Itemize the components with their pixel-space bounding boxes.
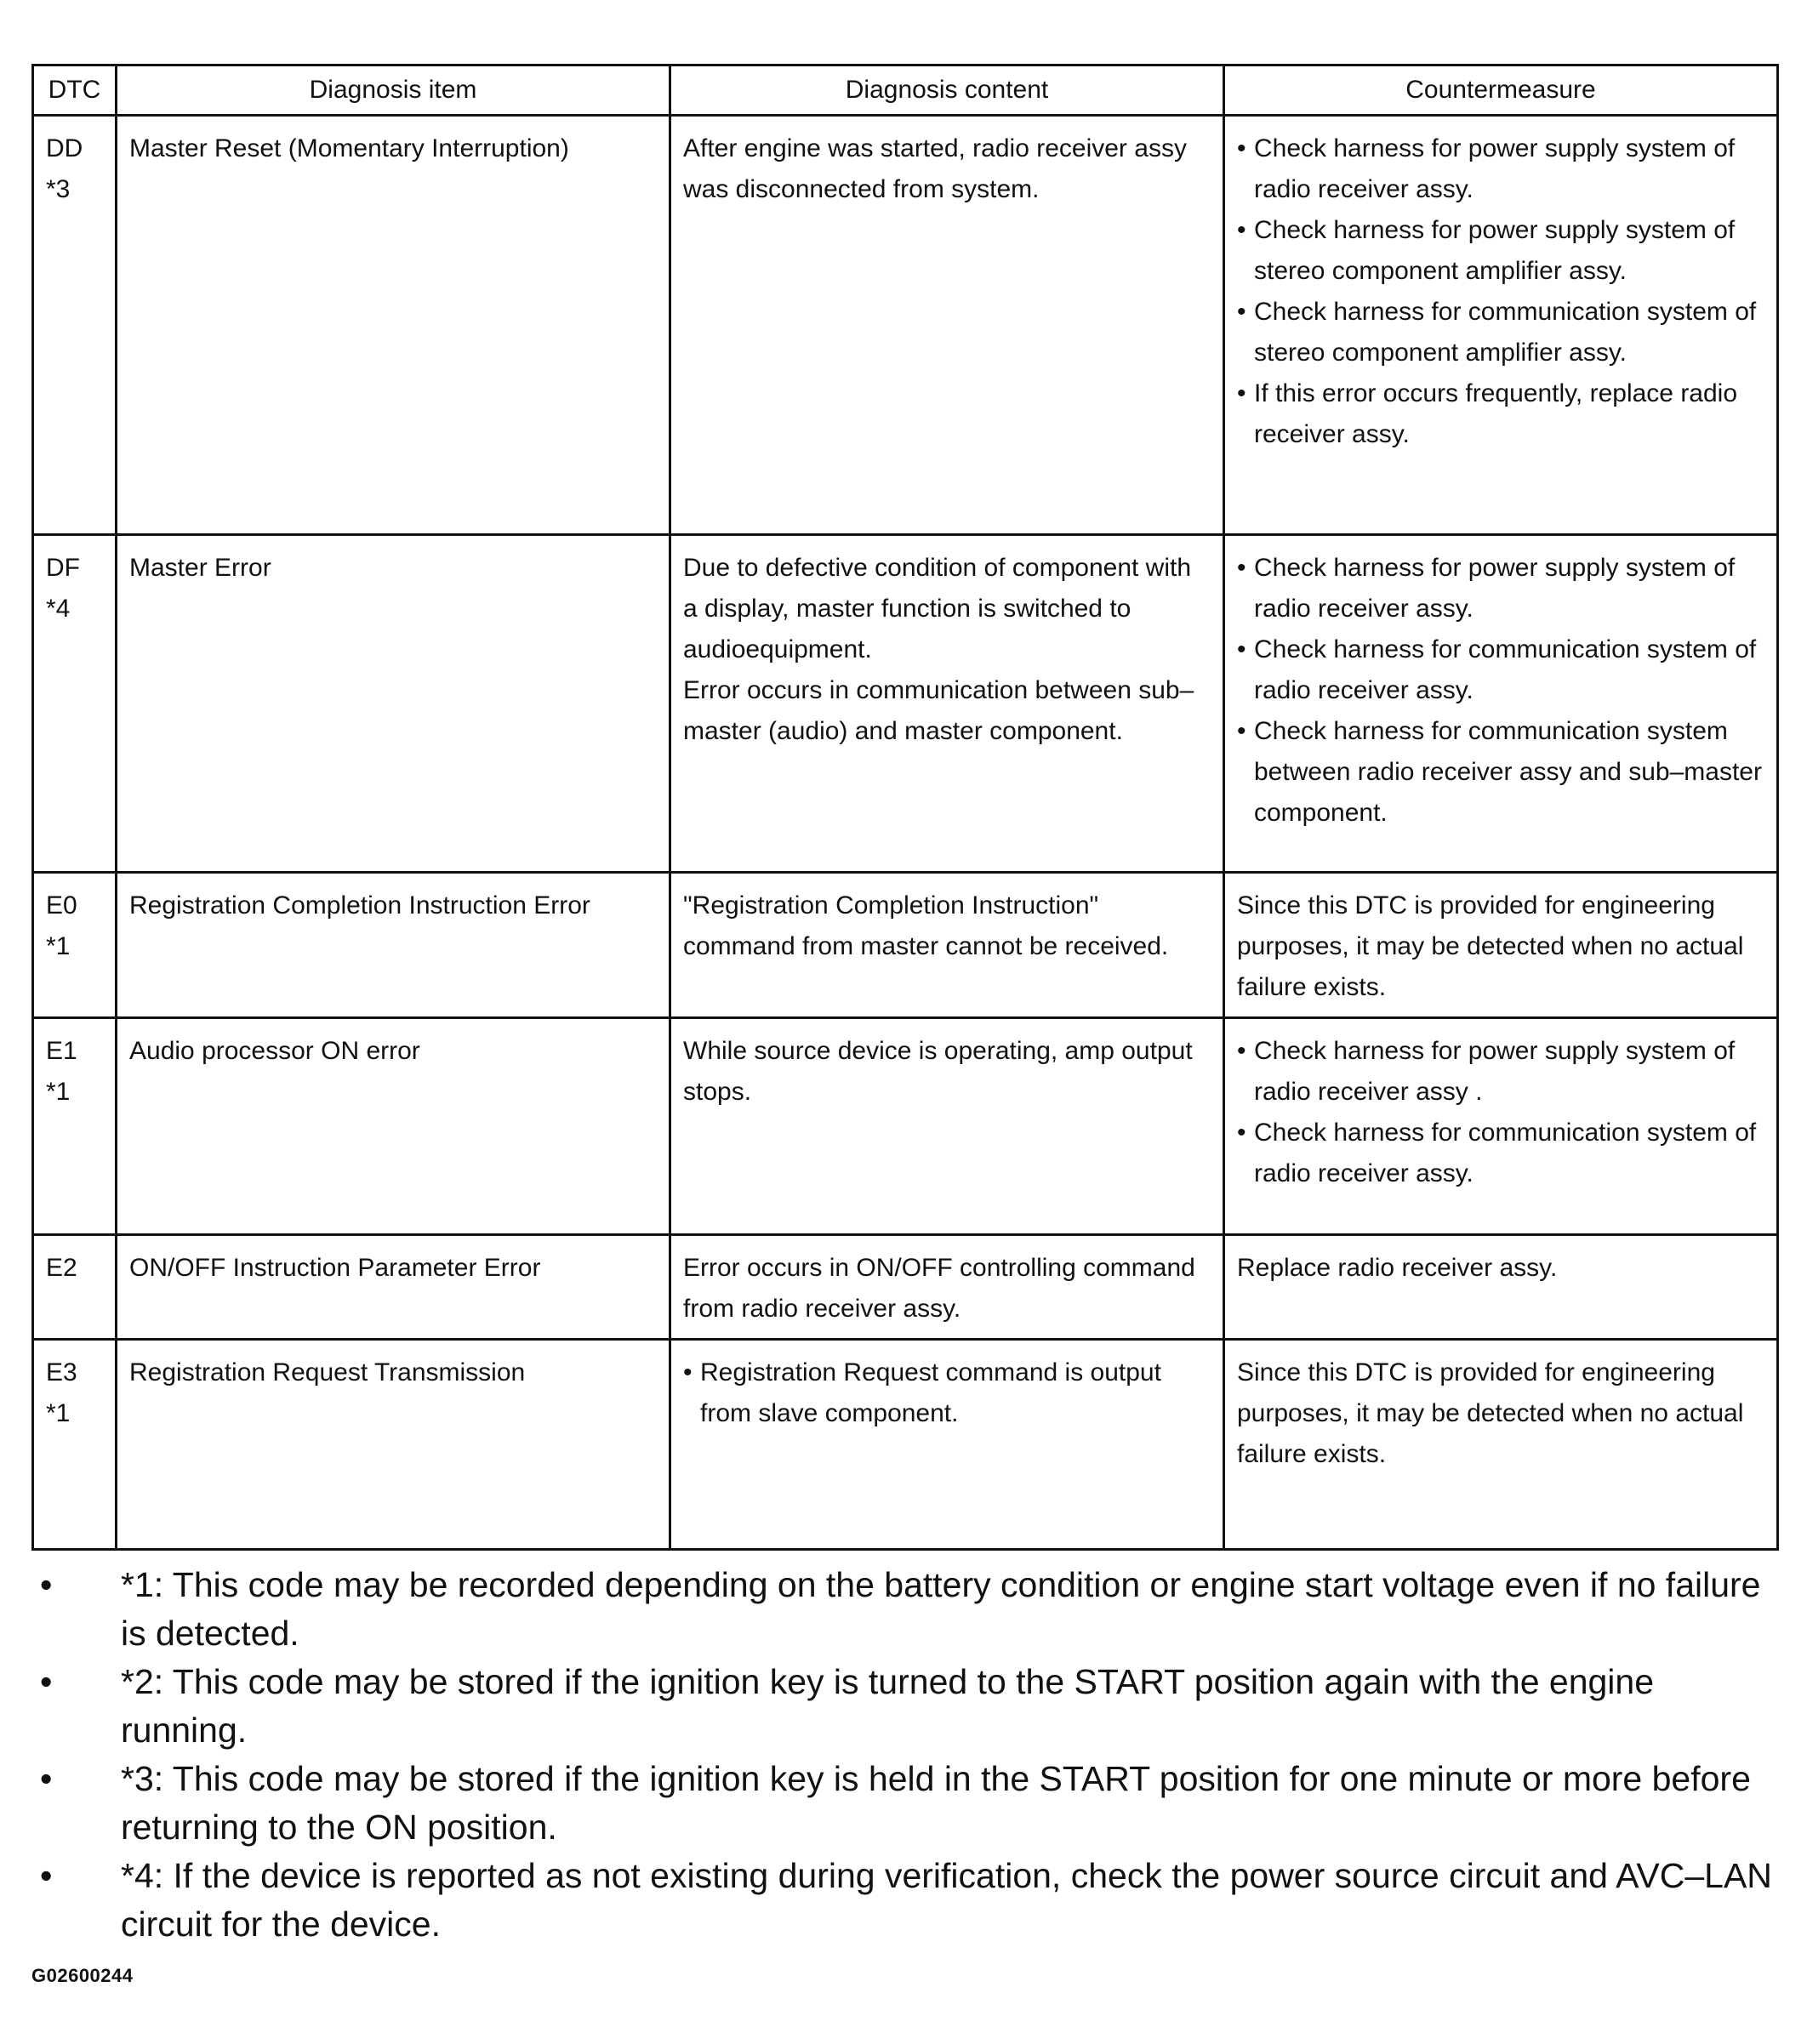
dtc-cell <box>33 116 117 535</box>
countermeasure-cell: Since this DTC is provided for engineering purposes, it may be detected when no actual failure exists. <box>1224 1340 1778 1550</box>
header-countermeasure: Countermeasure <box>1224 65 1778 116</box>
diagnosis-content-cell <box>670 1340 1224 1550</box>
content-text: Registration Request command is output from slave component. <box>700 1358 1161 1427</box>
countermeasure-cell: Replace radio receiver assy. <box>1224 1235 1778 1340</box>
bullet-icon: • <box>40 1662 53 1701</box>
dtc-cell <box>33 1018 117 1235</box>
dtc-code: E1 <box>46 1037 77 1065</box>
countermeasure-item <box>1237 128 1764 210</box>
bullet-icon: • <box>1237 298 1246 326</box>
footnote-item <box>31 1852 1776 1949</box>
countermeasure-cell: Since this DTC is provided for engineering purposes, it may be detected when no actual failure exists. <box>1224 873 1778 1018</box>
countermeasure-item <box>1237 548 1764 629</box>
countermeasure-text: Check harness for communication system between radio receiver assy and sub–master component. <box>1254 717 1762 827</box>
bullet-icon: • <box>1237 717 1246 745</box>
dtc-note: *4 <box>46 595 71 623</box>
dtc-code: E3 <box>46 1358 77 1386</box>
diagnosis-item-cell: Registration Request Transmission <box>117 1340 670 1550</box>
table-row <box>33 1018 1778 1235</box>
content-list <box>683 1352 1211 1434</box>
bullet-icon: • <box>1237 216 1246 244</box>
diagnosis-item-cell: Master Error <box>117 535 670 873</box>
table-row <box>33 873 1778 1018</box>
header-diagnosis-content: Diagnosis content <box>670 65 1224 116</box>
diagnosis-item-cell: Audio processor ON error <box>117 1018 670 1235</box>
countermeasure-item <box>1237 629 1764 711</box>
content-line: Due to defective condition of component with a display, master function is switched to audioequipment. <box>683 554 1192 663</box>
dtc-cell <box>33 873 117 1018</box>
countermeasure-cell <box>1224 1018 1778 1235</box>
countermeasure-item <box>1237 1031 1764 1113</box>
content-item <box>683 1352 1211 1434</box>
header-diagnosis-item: Diagnosis item <box>117 65 670 116</box>
countermeasure-text: Check harness for power supply system of radio receiver assy. <box>1254 554 1736 623</box>
diagnosis-content-cell <box>670 116 1224 535</box>
bullet-icon: • <box>1237 1037 1246 1065</box>
table-header-row <box>33 65 1778 116</box>
footnote-item <box>31 1658 1776 1755</box>
table-row <box>33 116 1778 535</box>
table-row <box>33 535 1778 873</box>
countermeasure-item <box>1237 711 1764 834</box>
footnote-item <box>31 1755 1776 1852</box>
content-line: After engine was started, radio receiver assy was disconnected from system. <box>683 134 1187 203</box>
countermeasure-text: Check harness for power supply system of radio receiver assy . <box>1254 1037 1736 1106</box>
figure-id: G02600244 <box>31 1965 134 1986</box>
bullet-icon: • <box>1237 379 1246 407</box>
dtc-table <box>31 64 1779 1551</box>
dtc-note: *1 <box>46 1078 71 1106</box>
footnote-text: *2: This code may be stored if the ignition key is turned to the START position again with the engine running. <box>121 1662 1655 1750</box>
countermeasure-list <box>1237 1031 1764 1194</box>
dtc-code: DD <box>46 134 83 162</box>
countermeasure-item <box>1237 292 1764 373</box>
bullet-icon: • <box>1237 134 1246 162</box>
countermeasure-item <box>1237 210 1764 292</box>
header-dtc: DTC <box>33 65 117 116</box>
content-line: "Registration Completion Instruction" command from master cannot be received. <box>683 891 1169 960</box>
diagnosis-item-cell: Master Reset (Momentary Interruption) <box>117 116 670 535</box>
diagnosis-content-cell <box>670 1235 1224 1340</box>
diagnosis-item-cell: ON/OFF Instruction Parameter Error <box>117 1235 670 1340</box>
bullet-icon: • <box>40 1759 53 1798</box>
footnote-item <box>31 1561 1776 1658</box>
countermeasure-list <box>1237 548 1764 834</box>
content-line: Error occurs in ON/OFF controlling command from radio receiver assy. <box>683 1254 1195 1323</box>
countermeasure-text: Check harness for communication system of stereo component amplifier assy. <box>1254 298 1757 367</box>
dtc-code: DF <box>46 554 80 582</box>
countermeasure-text: Check harness for communication system of radio receiver assy. <box>1254 1119 1757 1187</box>
table-row <box>33 1235 1778 1340</box>
countermeasure-item <box>1237 1113 1764 1194</box>
countermeasure-text: Check harness for power supply system of radio receiver assy. <box>1254 134 1736 203</box>
footnote-text: *4: If the device is reported as not existing during verification, check the power source circuit and AVC–LAN circuit for the device. <box>121 1856 1772 1944</box>
bullet-icon: • <box>1237 1119 1246 1147</box>
countermeasure-text: Check harness for communication system of radio receiver assy. <box>1254 635 1757 704</box>
countermeasure-list <box>1237 128 1764 455</box>
countermeasure-cell <box>1224 535 1778 873</box>
dtc-note: *1 <box>46 932 71 960</box>
dtc-cell <box>33 535 117 873</box>
bullet-icon: • <box>40 1565 53 1604</box>
table-row <box>33 1340 1778 1550</box>
footnotes-list <box>31 1561 1776 1949</box>
content-line: While source device is operating, amp output stops. <box>683 1037 1193 1106</box>
diagnosis-item-cell: Registration Completion Instruction Error <box>117 873 670 1018</box>
diagnosis-content-cell <box>670 535 1224 873</box>
dtc-cell <box>33 1340 117 1550</box>
diagnosis-content-cell <box>670 1018 1224 1235</box>
countermeasure-text: If this error occurs frequently, replace radio receiver assy. <box>1254 379 1738 448</box>
bullet-icon: • <box>1237 554 1246 582</box>
dtc-note: *3 <box>46 175 71 203</box>
countermeasure-item <box>1237 373 1764 455</box>
bullet-icon: • <box>683 1358 693 1386</box>
dtc-note: *1 <box>46 1399 71 1427</box>
diagnosis-content-cell <box>670 873 1224 1018</box>
bullet-icon: • <box>1237 635 1246 663</box>
countermeasure-text: Check harness for power supply system of stereo component amplifier assy. <box>1254 216 1736 285</box>
footnote-text: *3: This code may be stored if the ignition key is held in the START position for one minute or more before returning to the ON position. <box>121 1759 1751 1847</box>
countermeasure-cell <box>1224 116 1778 535</box>
content-line: Error occurs in communication between sub–master (audio) and master component. <box>683 676 1194 745</box>
dtc-code: E0 <box>46 891 77 920</box>
dtc-cell <box>33 1235 117 1340</box>
dtc-code: E2 <box>46 1254 77 1282</box>
bullet-icon: • <box>40 1856 53 1895</box>
footnote-text: *1: This code may be recorded depending on the battery condition or engine start voltage even if no failure is detected. <box>121 1565 1761 1653</box>
